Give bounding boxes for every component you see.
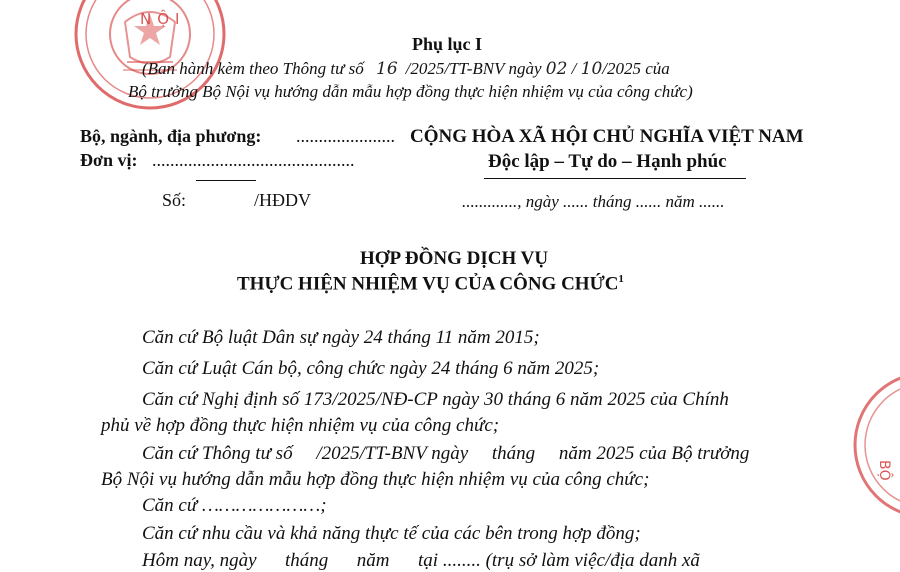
contract-title-line2 [237, 273, 624, 295]
place-date-line: ............., ngày ...... tháng ...... năm ...... [462, 192, 725, 211]
basis-circular-line2: Bộ Nội vụ hướng dẫn mẫu hợp đồng thực hiện nhiệm vụ của công chức; [101, 469, 650, 490]
nation-title: CỘNG HÒA XÃ HỘI CHỦ NGHĨA VIỆT NAM [410, 126, 804, 147]
seal-text-right: BỘ [876, 460, 892, 481]
seal-text-top: NỘI [140, 10, 186, 28]
issued-slash: / [571, 59, 577, 78]
basis-decree-line2: phủ về hợp đồng thực hiện nhiệm vụ của công chức; [101, 415, 500, 436]
ministry-dots: ...................... [296, 126, 395, 146]
issued-month-handwritten: 10 [580, 59, 603, 79]
appendix-issued-line1 [142, 59, 670, 79]
issued-suffix: /2025 của [602, 59, 670, 78]
contract-title-line2-text: THỰC HIỆN NHIỆM VỤ CỦA CÔNG CHỨC [237, 273, 619, 295]
basis-needs: Căn cứ nhu cầu và khả năng thực tế của các bên trong hợp đồng; [142, 523, 641, 544]
footnote-mark: 1 [618, 273, 624, 285]
basis-decree-line1: Căn cứ Nghị định số 173/2025/NĐ-CP ngày 30 tháng 6 năm 2025 của Chính [142, 389, 729, 410]
appendix-issued-line2: Bộ trưởng Bộ Nội vụ hướng dẫn mẫu hợp đồng thực hiện nhiệm vụ của công chức) [128, 82, 693, 101]
basis-civil-servants-law: Căn cứ Luật Cán bộ, công chức ngày 24 tháng 6 năm 2025; [142, 358, 600, 379]
issued-day-handwritten: 02 [545, 59, 568, 79]
unit-label: Đơn vị: [80, 150, 138, 170]
issued-prefix: (Ban hành kèm theo Thông tư số [142, 59, 364, 78]
today-line: Hôm nay, ngày tháng năm tại ........ (trụ sở làm việc/địa danh xã [142, 550, 700, 571]
document-number-suffix: /HĐDV [254, 190, 311, 210]
issued-number-handwritten: 16 [376, 59, 398, 79]
national-motto: Độc lập – Tự do – Hạnh phúc [488, 151, 727, 172]
ministry-label: Bộ, ngành, địa phương: [80, 126, 262, 146]
contract-title-line1: HỢP ĐỒNG DỊCH VỤ [360, 248, 549, 269]
basis-other: Căn cứ …………………; [142, 495, 327, 516]
unit-dots: ............................................. [152, 150, 355, 170]
issued-mid: /2025/TT-BNV ngày [405, 59, 542, 78]
motto-underline [484, 178, 746, 179]
red-seal-right-edge [852, 360, 900, 530]
left-header-underline [196, 180, 256, 181]
appendix-title: Phụ lục I [412, 34, 483, 54]
document-number-label: Số: [162, 190, 187, 210]
basis-circular-line1: Căn cứ Thông tư số /2025/TT-BNV ngày tháng năm 2025 của Bộ trưởng [142, 443, 750, 464]
basis-civil-code: Căn cứ Bộ luật Dân sự ngày 24 tháng 11 năm 2015; [142, 327, 540, 348]
